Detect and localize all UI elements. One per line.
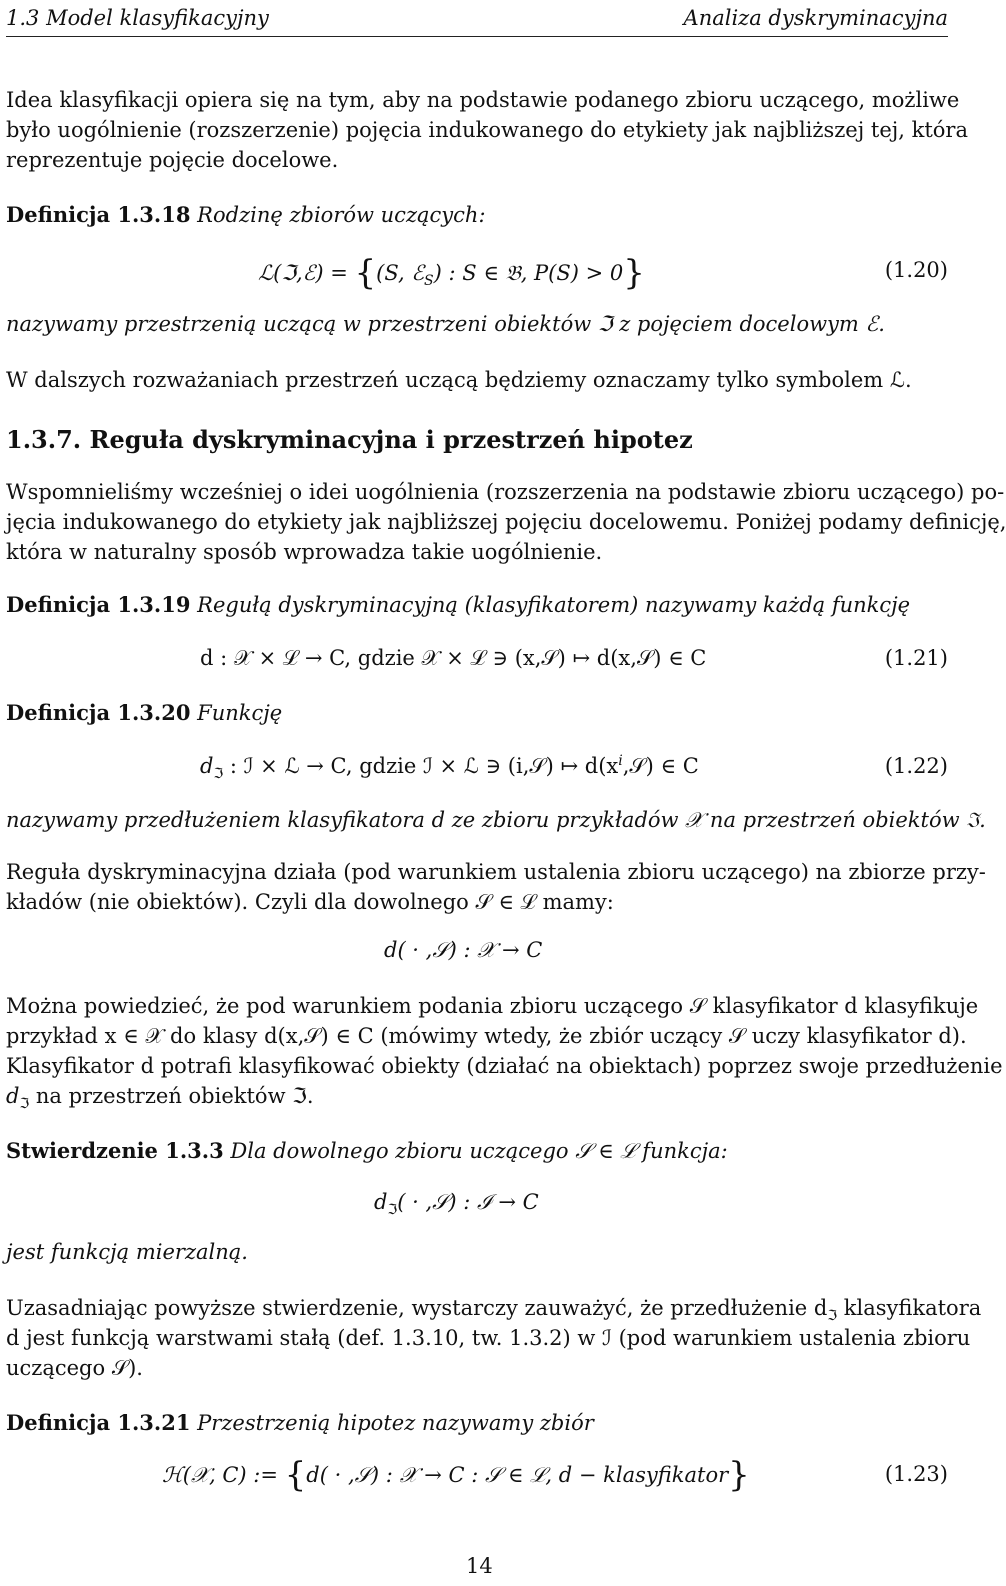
statement-1-3-3: Stwierdzenie 1.3.3 Dla dowolnego zbioru uczącego 𝒮 ∈ ℒ funkcja: [6,1138,728,1163]
equation-number-1-22: (1.22) [884,754,948,778]
para2-line-1: Reguła dyskryminacyjna działa (pod warunkiem ustalenia zbioru uczącego) na zbiorze przy- [6,860,986,884]
formula-d-dot-s: d( · ,𝒮) : 𝒳 → C [384,938,543,962]
definition-label: Definicja 1.3.18 [6,202,191,227]
para4-line-2: d jest funkcją warstwami stałą (def. 1.3.10, tw. 1.3.2) w ℐ (pod warunkiem ustalenia zbioru [6,1326,971,1350]
note-line: W dalszych rozważaniach przestrzeń uczącą będziemy oznaczamy tylko symbolem ℒ. [6,368,912,392]
formula-1-22: $d_ℑ$ : ℐ × ℒ → C, gdzie ℐ × ℒ ∋ (i,𝒮) ↦ $d(x^i,𝒮)$ ∈ C [200,753,699,783]
intro-line-3: reprezentuje pojęcie docelowe. [6,148,339,172]
header-rule [6,36,948,37]
definition-1-3-21: Definicja 1.3.21 Przestrzenią hipotez nazywamy zbiór [6,1410,594,1435]
para2-line-2: kładów (nie obiektów). Czyli dla dowolnego 𝒮 ∈ ℒ mamy: [6,890,614,914]
equation-number-1-20: (1.20) [884,258,948,282]
section-heading: 1.3.7. Reguła dyskryminacyjna i przestrzeń hipotez [6,425,693,454]
definition-text: Rodzinę zbiorów uczących: [197,203,486,227]
para1-line-3: która w naturalny sposób wprowadza takie uogólnienie. [6,540,603,564]
para4-line-1: Uzasadniając powyższe stwierdzenie, wystarczy zauważyć, że przedłużenie $d_ℑ$ klasyfikatora [6,1296,982,1325]
para3-line-2: przykład x ∈ 𝒳 do klasy d(x,𝒮) ∈ C (mówimy wtedy, że zbiór uczący 𝒮 uczy klasyfikator d). [6,1024,967,1048]
formula-d-i: $d_ℑ$( · ,𝒮) : ℐ → C [374,1190,539,1219]
definition-1-3-18 [6,204,486,226]
para4-line-3: uczącego 𝒮). [6,1356,143,1380]
definition-1-3-20: Definicja 1.3.20 Funkcję [6,700,283,725]
para3-line-1: Można powiedzieć, że pod warunkiem podania zbioru uczącego 𝒮 klasyfikator d klasyfikuje [6,994,979,1018]
running-header-right: Analiza dyskryminacyjna [683,6,948,30]
definition-after-text: nazywamy przestrzenią uczącą w przestrzeni obiektów ℑ z pojęciem docelowym ℰ. [6,312,885,336]
intro-line-2: było uogólnienie (rozszerzenie) pojęcia indukowanego do etykiety jak najbliższej tej, która [6,118,968,142]
running-header-left: 1.3 Model klasyfikacyjny [6,6,269,30]
statement-after-text: jest funkcją mierzalną. [6,1240,248,1264]
para3-line-3: Klasyfikator d potrafi klasyfikować obiekty (działać na obiektach) poprzez swoje przedłużenie [6,1054,1003,1078]
para1-line-1: Wspomnieliśmy wcześniej o idei uogólnienia (rozszerzenia na podstawie zbioru uczącego) po- [6,480,1005,504]
equation-number-1-23: (1.23) [884,1462,948,1486]
definition-1-3-19: Definicja 1.3.19 Regułą dyskryminacyjną (klasyfikatorem) nazywamy każdą funkcję [6,592,911,617]
formula-1-21: d : 𝒳 × ℒ → C, gdzie 𝒳 × ℒ ∋ (x,𝒮) ↦ d(x,𝒮) ∈ C [200,646,707,670]
para1-line-2: jęcia indukowanego do etykiety jak najbliższej pojęciu docelowemu. Poniżej podamy definicję, [6,510,1006,534]
intro-line-1: Idea klasyfikacji opiera się na tym, aby na podstawie podanego zbioru uczącego, możliwe [6,88,960,112]
formula-1-20: ℒ(ℑ,ℰ) = {(S, ℰ$_S$) : S ∈ 𝔅, P(S) > 0} [258,253,645,293]
page-number: 14 [466,1554,493,1578]
definition-1-3-20-after: nazywamy przedłużeniem klasyfikatora d ze zbioru przykładów 𝒳 na przestrzeń obiektów ℑ. [6,808,986,832]
formula-1-23: ℋ(𝒳, C) := {d( · ,𝒮) : 𝒳 → C : 𝒮 ∈ ℒ, d − klasyfikator} [162,1455,750,1495]
equation-number-1-21: (1.21) [884,646,948,670]
para3-line-4: $d_ℑ$ na przestrzeń obiektów ℑ. [6,1084,314,1113]
